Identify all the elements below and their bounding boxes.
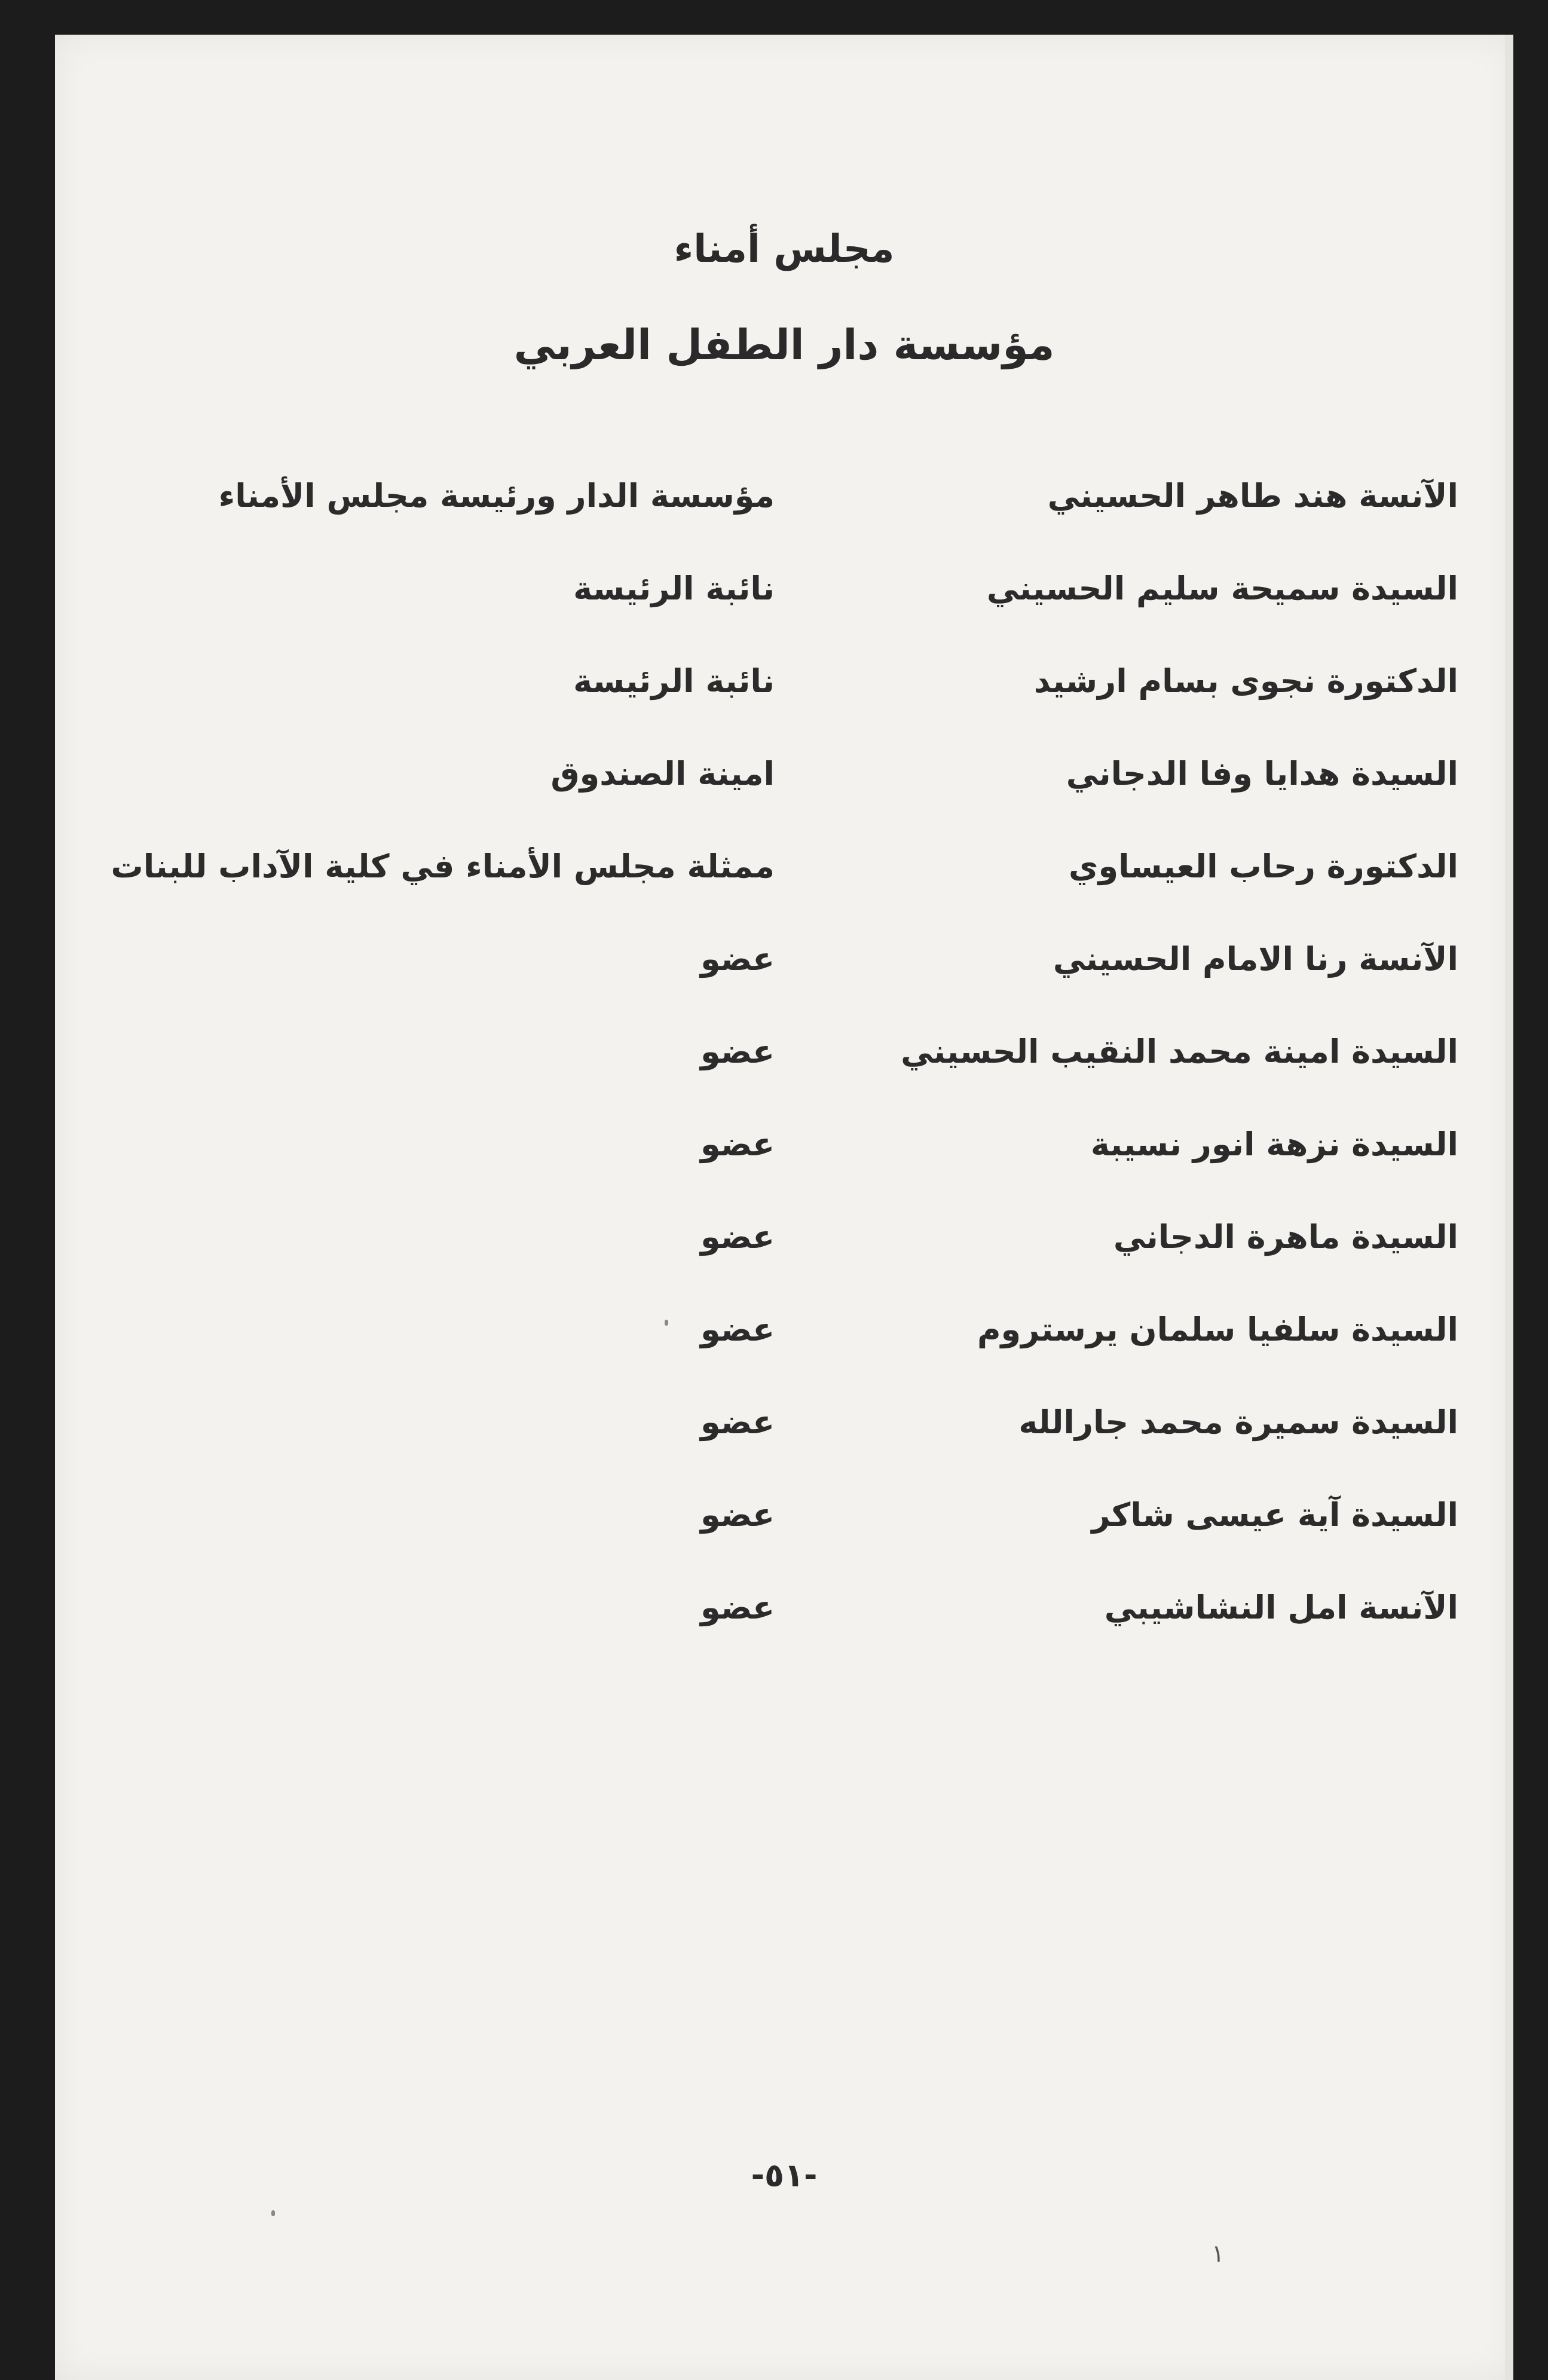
member-name: الآنسة امل النشاشيبي [1104, 1589, 1458, 1626]
member-row [55, 1033, 1513, 1093]
page-number: -٥١- [751, 2156, 818, 2194]
member-role: عضو [700, 1311, 775, 1348]
member-role: مؤسسة الدار ورئيسة مجلس الأمناء [218, 477, 775, 515]
member-role: ممثلة مجلس الأمناء في كلية الآداب للبنات [111, 848, 775, 885]
member-role: امينة الصندوق [550, 755, 775, 793]
member-row [55, 1125, 1513, 1185]
member-role: نائبة الرئيسة [573, 662, 775, 700]
member-name: السيدة آية عيسى شاكر [1091, 1496, 1458, 1534]
member-role: عضو [700, 1218, 775, 1256]
member-row [55, 477, 1513, 537]
member-role: عضو [700, 1496, 775, 1534]
member-name: الدكتورة نجوى بسام ارشيد [1033, 662, 1458, 700]
member-name: الدكتورة رحاب العيساوي [1069, 848, 1458, 885]
stray-handwritten-mark: ١ [1212, 2240, 1225, 2268]
member-role: عضو [700, 1125, 775, 1163]
member-row [55, 662, 1513, 722]
member-role: عضو [700, 1033, 775, 1070]
member-name: السيدة سميرة محمد جارالله [1018, 1403, 1458, 1441]
member-name: السيدة سلفيا سلمان يرستروم [977, 1311, 1458, 1348]
member-row [55, 570, 1513, 629]
member-role: عضو [700, 1403, 775, 1441]
member-name: الآنسة رنا الامام الحسيني [1053, 940, 1458, 978]
member-role: عضو [700, 1589, 775, 1626]
member-row [55, 755, 1513, 815]
member-name: الآنسة هند طاهر الحسيني [1047, 477, 1458, 515]
scan-speck [665, 1320, 668, 1326]
document-page [55, 35, 1513, 2380]
organization-title: مؤسسة دار الطفل العربي [513, 320, 1055, 369]
members-list [55, 477, 1513, 1672]
member-row [55, 1496, 1513, 1556]
member-row [55, 1311, 1513, 1371]
member-row [55, 848, 1513, 907]
member-row [55, 940, 1513, 1000]
member-name: السيدة هدايا وفا الدجاني [1066, 755, 1458, 793]
member-role: نائبة الرئيسة [573, 570, 775, 607]
member-name: السيدة سميحة سليم الحسيني [986, 570, 1458, 607]
member-row [55, 1403, 1513, 1463]
scan-speck [271, 2210, 275, 2216]
board-title: مجلس أمناء [674, 227, 895, 271]
member-row [55, 1218, 1513, 1278]
member-row [55, 1589, 1513, 1648]
member-name: السيدة نزهة انور نسيبة [1090, 1125, 1458, 1163]
member-name: السيدة امينة محمد النقيب الحسيني [901, 1033, 1458, 1070]
member-role: عضو [700, 940, 775, 978]
member-name: السيدة ماهرة الدجاني [1113, 1218, 1458, 1256]
